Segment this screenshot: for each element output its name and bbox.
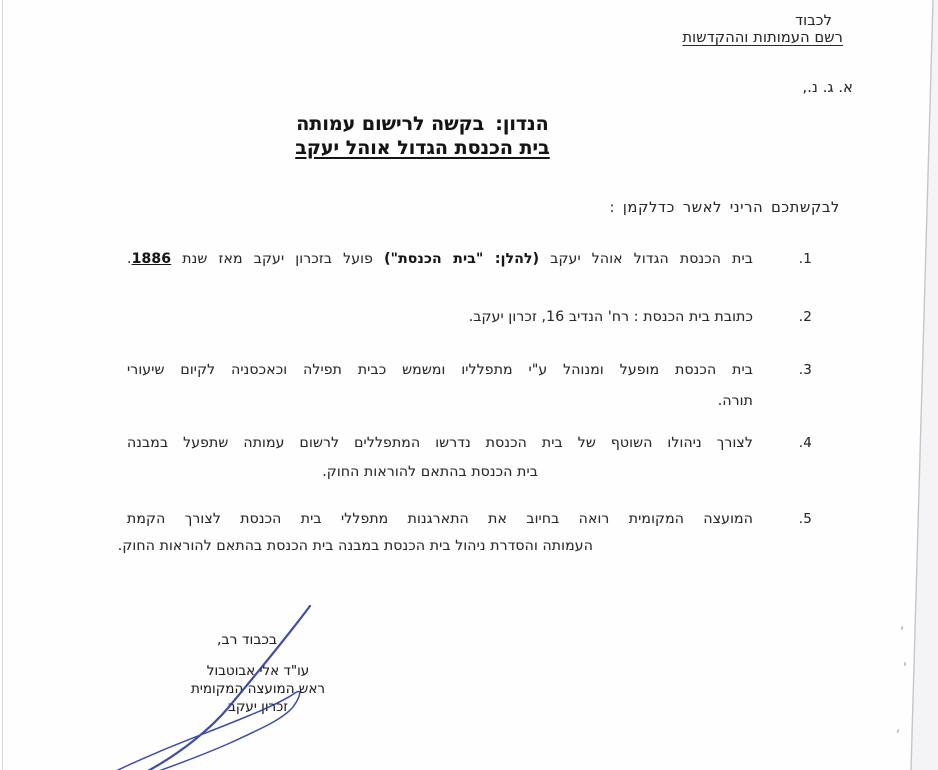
list-item-5-line2: העמותה והסדרת ניהול בית הכנסת במבנה בית הכנסת בהתאם להוראות החוק.	[117, 538, 593, 554]
scan-edge-strip	[911, 0, 938, 770]
item1-text-cont: פועל בזכרון יעקב מאז שנת	[171, 251, 385, 267]
signature-city: זכרון יעקב	[228, 699, 288, 715]
list-item-4-line2: בית הכנסת בהתאם להוראות החוק.	[322, 464, 538, 480]
list-number-4: 4.	[798, 435, 812, 451]
signature-closing: בכבוד רב,	[217, 632, 277, 648]
list-number-1: 1.	[798, 251, 812, 267]
scan-left-edge	[2, 0, 3, 770]
signature-role: ראש המועצה המקומית	[190, 681, 326, 697]
subject-line	[280, 112, 565, 136]
list-number-2: 2.	[798, 309, 812, 325]
letter-recipient: רשם העמותות וההקדשות	[682, 30, 843, 46]
subject-subtitle: בית הכנסת הגדול אוהל יעקב	[295, 137, 550, 159]
list-item-1	[127, 251, 753, 267]
letter-salutation: א. ג. נ.,	[802, 80, 853, 96]
list-number-3: 3.	[798, 362, 812, 378]
list-number-5: 5.	[798, 511, 812, 527]
item1-bold-parenthetical: (להלן: "בית הכנסת")	[384, 251, 540, 267]
intro-line: לבקשתכם הריני לאשר כדלקמן :	[609, 200, 840, 216]
list-item-2: כתובת בית הכנסת : רח' הנדיב 16, זכרון יעקב.	[468, 309, 753, 325]
letter-to-label: לכבוד	[795, 13, 832, 29]
scan-speck	[904, 662, 907, 666]
item1-text: בית הכנסת הגדול אוהל יעקב	[539, 251, 753, 267]
page-edge-line	[911, 0, 933, 770]
list-item-4-line1: לצורך ניהולו השוטף של בית הכנסת נדרשו המתפללים לרשום עמותה שתפעל במבנה	[127, 435, 753, 451]
subject-block	[280, 112, 565, 160]
subject-title: בקשה לרישום עמותה	[296, 113, 485, 135]
list-item-3-line1: בית הכנסת מופעל ומנוהל ע"י מתפלליו ומשמש כבית תפילה וכאכסניה לקיום שיעורי	[127, 362, 753, 378]
scan-speck	[896, 729, 899, 733]
subject-label: הנדון:	[495, 113, 549, 135]
list-item-5-line1: המועצה המקומית רואה בחיוב את התארגנות מתפללי בית הכנסת לצורך הקמת	[127, 511, 753, 527]
list-item-3-line2: תורה.	[717, 393, 753, 409]
item1-period: .	[127, 251, 132, 267]
signature-name: עו"ד אלי אבוטבול	[206, 663, 310, 679]
item1-year: 1886	[131, 251, 172, 267]
scan-speck	[901, 626, 904, 630]
signature-block	[186, 631, 330, 716]
